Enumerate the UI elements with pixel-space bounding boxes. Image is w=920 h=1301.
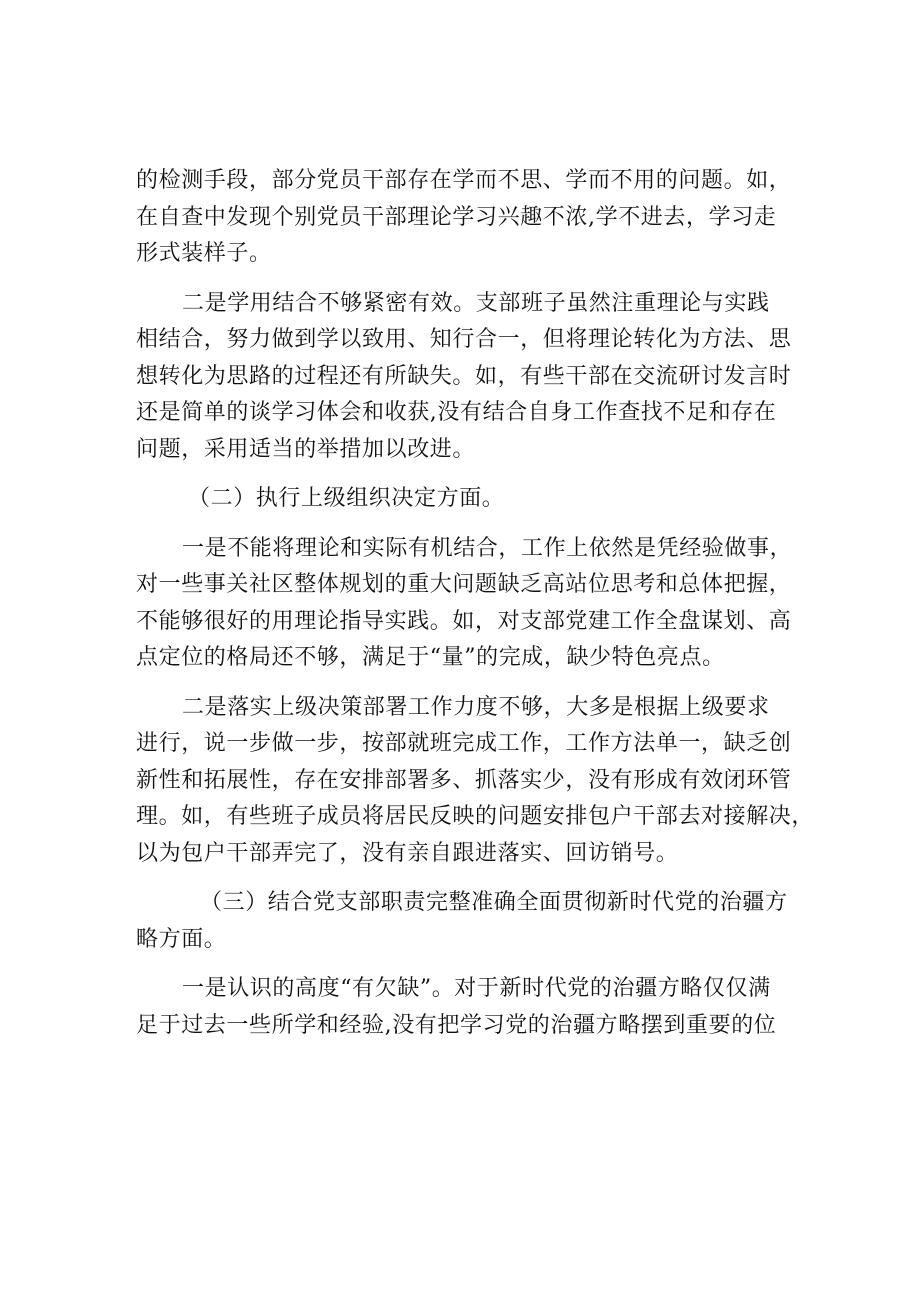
section-heading: （二）执行上级组织决定方面。	[188, 486, 505, 511]
text-line: 略方面。	[136, 926, 227, 952]
text-line: 以为包户干部弄完了，没有亲自跟进落实、回访销号。	[136, 840, 679, 866]
section-heading: （三）结合党支部职责完整准确全面贯彻新时代党的治疆方	[200, 890, 788, 915]
text-line: 相结合，努力做到学以致用、知行合一，但将理论转化为方法、思	[136, 327, 792, 352]
text-line: 形式装样子。	[136, 241, 272, 266]
text-line: 对一些事关社区整体规划的重大问题缺乏高站位思考和总体把握，	[136, 572, 792, 597]
text-line: 二是落实上级决策部署工作力度不够，大多是根据上级要求	[182, 694, 770, 720]
text-line: 不能够很好的用理论指导实践。如，对支部党建工作全盘谋划、高	[136, 608, 792, 634]
text-line: 一是认识的高度“有欠缺”。对于新时代党的治疆方略仅仅满	[182, 976, 771, 1001]
text-line: 理。如，有些班子成员将居民反映的问题安排包户干部去对接解决，	[136, 804, 815, 829]
text-line: 还是简单的谈学习体会和收获,没有结合自身工作查找不足和存在	[136, 400, 777, 425]
paragraph-5	[136, 971, 800, 1044]
paragraph-4	[136, 690, 815, 873]
paragraph-2	[136, 286, 800, 469]
document-body	[136, 163, 815, 1057]
paragraph-3	[136, 531, 800, 677]
text-line: 问题，采用适当的举措加以改进。	[136, 436, 476, 462]
section-heading-2	[136, 481, 800, 518]
text-line: 新性和拓展性，存在安排部署多、抓落实少，没有形成有效闭环管	[136, 767, 792, 793]
text-line: 足于过去一些所学和经验,没有把学习党的治疆方略摆到重要的位	[136, 1012, 777, 1038]
text-line: 点定位的格局还不够，满足于“量”的完成，缺少特色亮点。	[136, 645, 725, 670]
text-line: 二是学用结合不够紧密有效。支部班子虽然注重理论与实践	[182, 290, 770, 316]
text-line: 在自查中发现个别党员干部理论学习兴趣不浓,学不进去，学习走	[136, 204, 777, 230]
text-line: 想转化为思路的过程还有所缺失。如，有些干部在交流研讨发言时	[136, 363, 792, 389]
text-line: 进行，说一步做一步，按部就班完成工作，工作方法单一，缺乏创	[136, 731, 792, 756]
paragraph-1	[136, 163, 800, 273]
text-line: 的检测手段，部分党员干部存在学而不思、学而不用的问题。如，	[136, 168, 792, 193]
section-heading-3	[136, 885, 800, 958]
text-line: 一是不能将理论和实际有机结合，工作上依然是凭经验做事，	[182, 535, 793, 561]
